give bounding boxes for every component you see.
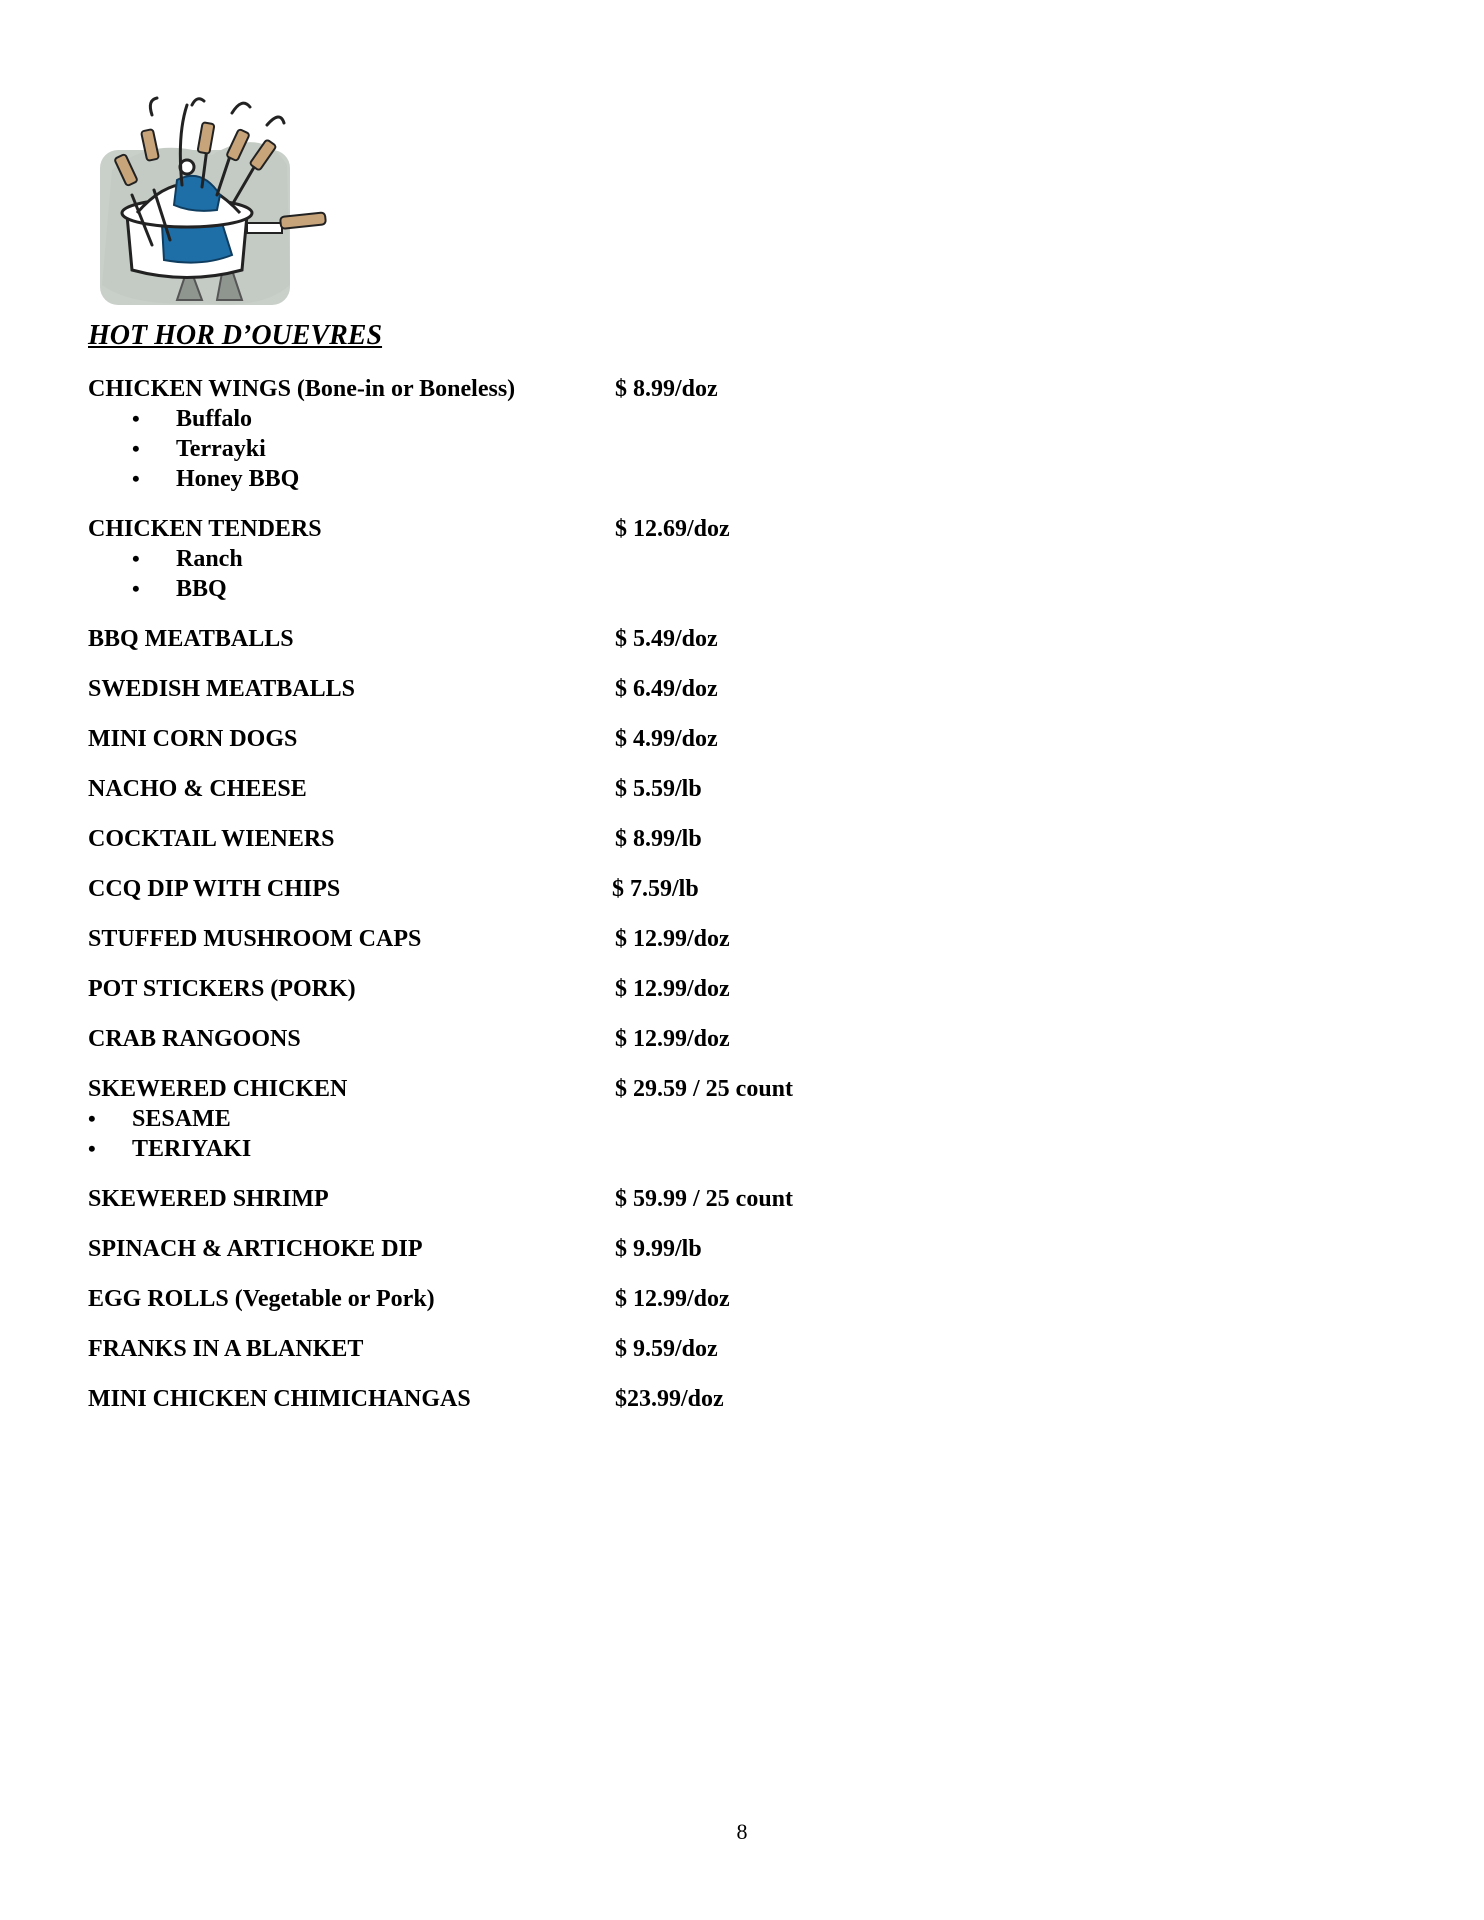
menu-item (88, 1184, 988, 1214)
menu-item (88, 924, 988, 954)
bullet-icon: • (132, 436, 140, 461)
item-price: $ 6.49/doz (615, 676, 718, 702)
menu-item-row (88, 1024, 988, 1054)
item-price: $ 12.99/doz (615, 926, 730, 952)
menu-item-row (88, 924, 988, 954)
option-label: Ranch (176, 546, 243, 572)
menu-item (88, 1024, 988, 1054)
menu-item-row (88, 624, 988, 654)
item-price: $ 5.59/lb (615, 776, 702, 802)
option-item (88, 544, 988, 574)
menu-item-row (88, 1234, 988, 1264)
item-name: CHICKEN TENDERS (88, 516, 322, 542)
item-price: $23.99/doz (615, 1386, 724, 1412)
menu-list (88, 374, 988, 1434)
option-label: TERIYAKI (132, 1136, 252, 1162)
item-price: $ 8.99/lb (615, 826, 702, 852)
option-item (88, 1104, 988, 1134)
item-name: BBQ MEATBALLS (88, 626, 294, 652)
menu-item (88, 1074, 988, 1164)
item-name: POT STICKERS (PORK) (88, 976, 356, 1002)
item-price: $ 59.99 / 25 count (615, 1186, 794, 1212)
page-number: 8 (736, 1819, 748, 1844)
item-name: MINI CHICKEN CHIMICHANGAS (88, 1386, 471, 1412)
option-item (88, 434, 988, 464)
item-price: $ 12.69/doz (615, 516, 730, 542)
menu-item (88, 674, 988, 704)
item-price: $ 12.99/doz (615, 1026, 730, 1052)
bullet-icon: • (132, 406, 140, 431)
menu-item (88, 774, 988, 804)
item-options (88, 404, 988, 494)
option-label: SESAME (132, 1106, 231, 1132)
menu-item-row (88, 1284, 988, 1314)
item-name: EGG ROLLS (Vegetable or Pork) (88, 1286, 435, 1312)
bullet-icon: • (132, 546, 140, 571)
menu-item (88, 1234, 988, 1264)
menu-item (88, 1284, 988, 1314)
option-item (88, 574, 988, 604)
option-item (88, 404, 988, 434)
item-price: $ 5.49/doz (615, 626, 718, 652)
menu-item-row (88, 674, 988, 704)
menu-item-row (88, 1334, 988, 1364)
menu-item (88, 374, 988, 494)
bullet-icon: • (132, 576, 140, 601)
option-label: Terrayki (176, 436, 266, 462)
item-name: CHICKEN WINGS (Bone-in or Boneless) (88, 376, 516, 402)
item-options (88, 1104, 988, 1164)
item-price: $ 9.59/doz (615, 1336, 718, 1362)
bullet-icon: • (88, 1106, 96, 1131)
menu-item (88, 724, 988, 754)
menu-item-row (88, 1184, 988, 1214)
menu-item (88, 1334, 988, 1364)
item-name: STUFFED MUSHROOM CAPS (88, 926, 422, 952)
menu-item (88, 624, 988, 654)
menu-item-row (88, 724, 988, 754)
item-name: SKEWERED SHRIMP (88, 1186, 329, 1212)
item-name: SPINACH & ARTICHOKE DIP (88, 1236, 423, 1262)
item-name: CCQ DIP WITH CHIPS (88, 876, 341, 902)
menu-item-row (88, 974, 988, 1004)
fondue-pot-icon (92, 95, 332, 310)
item-price: $ 4.99/doz (615, 726, 718, 752)
option-label: Honey BBQ (176, 466, 300, 492)
item-name: CRAB RANGOONS (88, 1026, 301, 1052)
item-price: $ 12.99/doz (615, 1286, 730, 1312)
bullet-icon: • (88, 1136, 96, 1161)
option-label: BBQ (176, 576, 227, 602)
menu-item (88, 874, 988, 904)
item-name: SKEWERED CHICKEN (88, 1076, 348, 1102)
item-name: FRANKS IN A BLANKET (88, 1336, 364, 1362)
bullet-icon: • (132, 466, 140, 491)
item-options (88, 544, 988, 604)
menu-item-row (88, 1074, 988, 1104)
menu-item-row (88, 1384, 988, 1414)
item-price: $ 12.99/doz (615, 976, 730, 1002)
menu-item-row (88, 874, 988, 904)
option-item (88, 1134, 988, 1164)
item-name: COCKTAIL WIENERS (88, 826, 335, 852)
item-name: NACHO & CHEESE (88, 776, 307, 802)
menu-item (88, 514, 988, 604)
item-name: SWEDISH MEATBALLS (88, 676, 355, 702)
menu-item (88, 1384, 988, 1414)
item-name: MINI CORN DOGS (88, 726, 298, 752)
menu-item (88, 824, 988, 854)
menu-item-row (88, 774, 988, 804)
menu-item-row (88, 824, 988, 854)
item-price: $ 7.59/lb (612, 876, 699, 902)
option-label: Buffalo (176, 406, 253, 432)
option-item (88, 464, 988, 494)
item-price: $ 8.99/doz (615, 376, 718, 402)
section-title: HOT HOR D’OUEVRES (88, 320, 383, 351)
menu-item (88, 974, 988, 1004)
item-price: $ 9.99/lb (615, 1236, 702, 1262)
menu-item-row (88, 514, 988, 544)
menu-item-row (88, 374, 988, 404)
item-price: $ 29.59 / 25 count (615, 1076, 794, 1102)
